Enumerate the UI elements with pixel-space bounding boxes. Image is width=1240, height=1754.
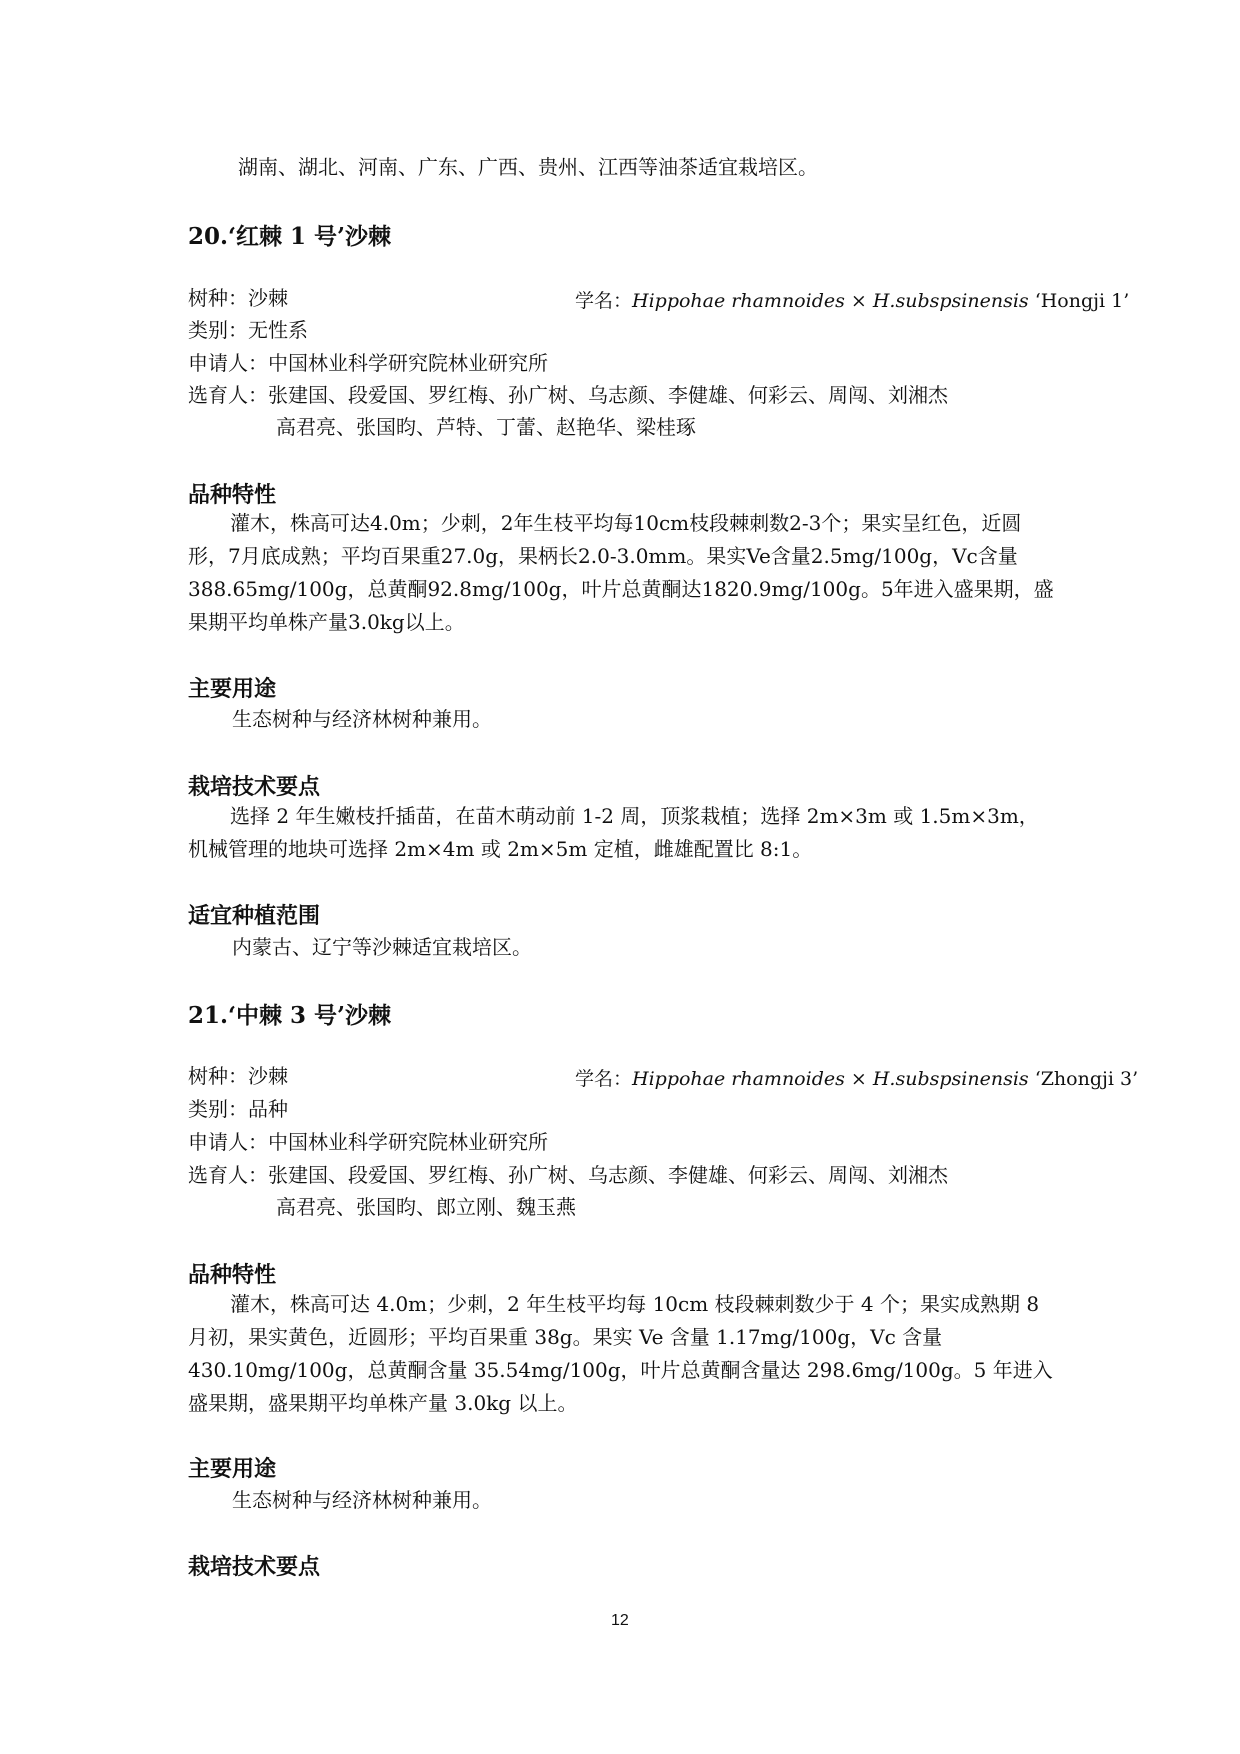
entry20-title: 20.‘红棘 1 号’沙棘 [188,223,392,250]
entry20-tech: 选择 2 年生嫩枝扦插苗，在苗木萌动前 1-2 周，顶浆栽植；选择 2m×3m 或 1.5m×3m，机械管理的地块可选择 2m×4m 或 2m×5m 定植，雌雄配置比 8:1。 [188,804,1039,861]
sci-prefix: 学名： [575,290,633,312]
entry21-tech-heading: 栽培技术要点 [188,1555,321,1580]
entry20-use-heading: 主要用途 [188,677,277,702]
entry21-species: 树种：沙棘 [188,1064,288,1088]
entry20-range: 内蒙古、辽宁等沙棘适宜栽培区。 [232,935,532,959]
entry20-scientific-name [575,286,1129,313]
intro-line: 湖南、湖北、河南、广东、广西、贵州、江西等油茶适宜栽培区。 [238,155,818,179]
entry20-range-heading: 适宜种植范围 [188,904,321,929]
entry20-breeders-line1: 选育人：张建国、段爱国、罗红梅、孙广树、乌志颜、李健雄、何彩云、周闯、刘湘杰 [188,383,948,407]
sci-cultivar: ‘Zhongji 3’ [1028,1068,1139,1090]
entry21-scientific-name [575,1064,1138,1091]
entry21-breeders-line1: 选育人：张建国、段爱国、罗红梅、孙广树、乌志颜、李健雄、何彩云、周闯、刘湘杰 [188,1163,948,1187]
entry21-traits-heading: 品种特性 [188,1263,277,1288]
entry20-use: 生态树种与经济林树种兼用。 [232,707,492,731]
entry20-breeders-line2: 高君亮、张国昀、芦特、丁蕾、赵艳华、梁桂琢 [276,415,696,439]
sci-subspecies: H.subspsinensis [872,1068,1029,1090]
entry20-species: 树种：沙棘 [188,286,288,310]
sci-cultivar: ‘Hongji 1’ [1028,290,1130,312]
entry21-applicant: 申请人：中国林业科学研究院林业研究所 [188,1130,548,1154]
entry20-category: 类别：无性系 [188,318,308,342]
sci-times: × [844,1068,873,1090]
sci-subspecies: H.subspsinensis [872,290,1029,312]
entry20-applicant: 申请人：中国林业科学研究院林业研究所 [188,351,548,375]
entry21-use-heading: 主要用途 [188,1457,277,1482]
entry21-title: 21.‘中棘 3 号’沙棘 [188,1002,392,1029]
sci-times: × [844,290,873,312]
sci-genus: Hippohae rhamnoides [632,290,845,312]
entry21-category: 类别：品种 [188,1097,288,1121]
entry20-traits: 灌木，株高可达4.0m；少刺，2年生枝平均每10cm枝段棘刺数2-3个；果实呈红色，近圆形，7月底成熟；平均百果重27.0g，果柄长2.0-3.0mm。果实Ve含量2.5mg/100g，Vc含量388.65mg/100g，总黄酮92.8mg/100g，叶片总黄酮达1820.9mg/100g。5年进入盛果期，盛果期平均单株产量3.0kg以上。 [188,511,1054,634]
entry21-traits: 灌木，株高可达 4.0m；少刺，2 年生枝平均每 10cm 枝段棘刺数少于 4 个；果实成熟期 8 月初，果实黄色，近圆形；平均百果重 38g。果实 Ve 含量 1.17mg/100g，Vc 含量 430.10mg/100g，总黄酮含量 35.54mg/100g，叶片总黄酮含量达 298.6mg/100g。5 年进入盛果期，盛果期平均单株产量 3.0kg 以上。 [188,1292,1053,1415]
sci-prefix: 学名： [575,1068,633,1090]
entry20-traits-heading: 品种特性 [188,483,277,508]
entry20-tech-heading: 栽培技术要点 [188,775,321,800]
entry21-use: 生态树种与经济林树种兼用。 [232,1488,492,1512]
sci-genus: Hippohae rhamnoides [632,1068,845,1090]
page-number: 12 [611,1612,629,1629]
entry21-breeders-line2: 高君亮、张国昀、郎立刚、魏玉燕 [276,1195,576,1219]
